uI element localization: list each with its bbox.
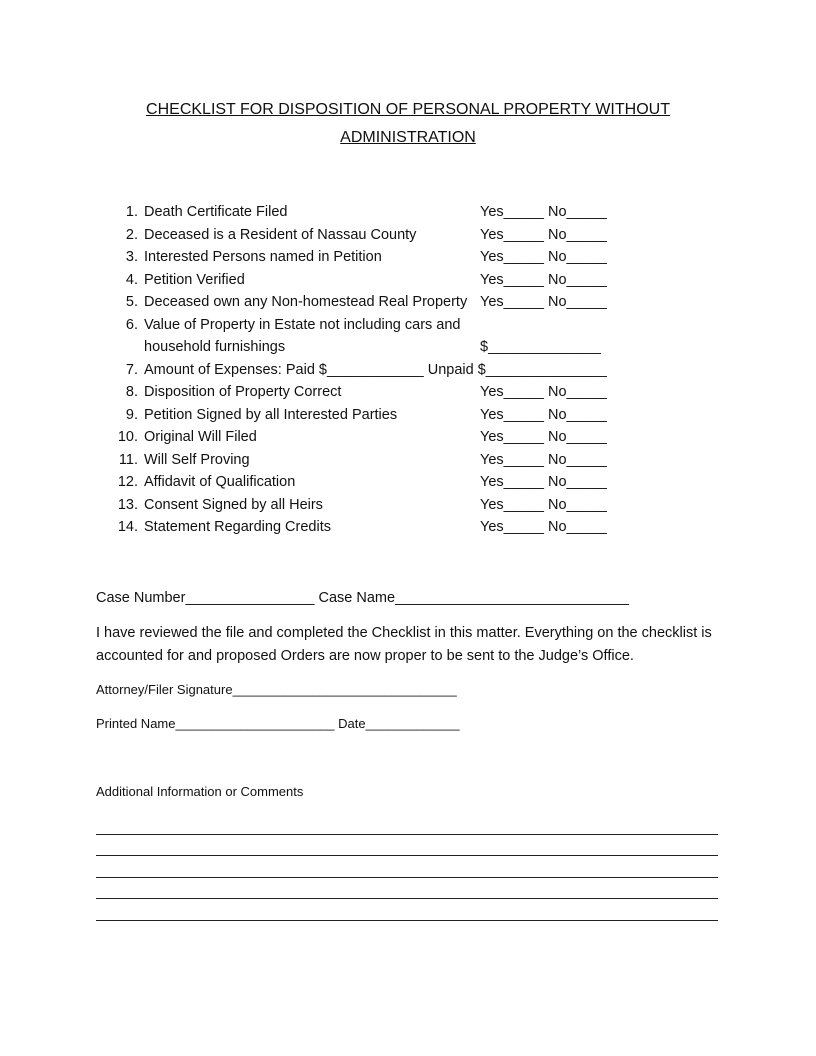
checklist-item	[116, 426, 636, 449]
item-answer-blank[interactable]: Yes_____ No_____	[480, 226, 607, 243]
item-answer-blank[interactable]: Yes_____ No_____	[480, 519, 607, 535]
expenses-blank[interactable]: Amount of Expenses: Paid $____________ Unpaid $_______________	[144, 361, 607, 378]
checklist-item	[116, 269, 636, 292]
item-text: Petition Verified	[144, 271, 245, 288]
item-answer-blank[interactable]: Yes_____ No_____	[480, 474, 607, 490]
item-text: Value of Property in Estate not including cars and	[144, 316, 461, 333]
item-text: Will Self Proving	[144, 451, 250, 468]
printed-name-date-line[interactable]: Printed Name______________________ Date_____________	[96, 716, 460, 731]
item-text: Affidavit of Qualification	[144, 474, 296, 490]
item-text: Deceased is a Resident of Nassau County	[144, 226, 417, 243]
item-text: Original Will Filed	[144, 429, 257, 445]
checklist-item	[116, 359, 636, 382]
checklist-item	[116, 246, 636, 269]
item-number: 7.	[125, 361, 138, 378]
title-line-2: ADMINISTRATION	[340, 129, 476, 146]
item-answer-blank[interactable]: Yes_____ No_____	[480, 406, 607, 423]
comment-line[interactable]	[96, 813, 718, 835]
item-amount-blank[interactable]: $______________	[480, 339, 601, 355]
item-number: 3.	[125, 249, 138, 265]
item-number: 10.	[117, 429, 138, 445]
checklist-item	[116, 449, 636, 472]
attorney-signature-line[interactable]: Attorney/Filer Signature_______________________________	[96, 682, 457, 697]
checklist-item	[116, 201, 636, 224]
checklist-item	[116, 404, 636, 427]
checklist-item	[116, 471, 636, 494]
item-answer-blank[interactable]: Yes_____ No_____	[480, 271, 607, 288]
checklist	[116, 201, 636, 539]
checklist-item	[116, 314, 636, 359]
item-answer-blank[interactable]: Yes_____ No_____	[480, 249, 607, 265]
comments-label: Additional Information or Comments	[96, 784, 304, 799]
comment-line[interactable]	[96, 878, 718, 900]
document-title	[96, 96, 720, 152]
item-number: 1.	[125, 204, 138, 220]
item-text: Consent Signed by all Heirs	[144, 496, 323, 513]
checklist-item	[116, 494, 636, 517]
item-text: Death Certificate Filed	[144, 204, 288, 220]
checklist-item	[116, 516, 636, 539]
item-number: 11.	[118, 451, 138, 468]
item-number: 2.	[125, 226, 138, 243]
checklist-item	[116, 291, 636, 314]
review-statement: I have reviewed the file and completed the Checklist in this matter. Everything on the checklist is accounted for and proposed Orders are now proper to be sent to the Judge’s Office.	[96, 625, 712, 664]
item-answer-blank[interactable]: Yes_____ No_____	[480, 204, 607, 220]
case-number-name-line[interactable]: Case Number________________ Case Name_____________________________	[96, 590, 629, 606]
item-number: 4.	[125, 271, 138, 288]
item-number: 5.	[125, 294, 138, 310]
checklist-item	[116, 381, 636, 404]
item-text: Deceased own any Non-homestead Real Property	[144, 294, 468, 310]
item-answer-blank[interactable]: Yes_____ No_____	[480, 294, 607, 310]
title-line-1: CHECKLIST FOR DISPOSITION OF PERSONAL PROPERTY WITHOUT	[146, 101, 670, 118]
item-answer-blank[interactable]: Yes_____ No_____	[480, 451, 607, 468]
item-text: Statement Regarding Credits	[144, 519, 331, 535]
item-text: Disposition of Property Correct	[144, 384, 342, 400]
item-number: 14.	[117, 519, 138, 535]
item-text-continued: household furnishings	[144, 339, 286, 355]
item-answer-blank[interactable]: Yes_____ No_____	[480, 384, 607, 400]
item-text: Petition Signed by all Interested Parties	[144, 406, 398, 423]
item-number: 9.	[125, 406, 138, 423]
item-number: 13.	[117, 496, 138, 513]
item-number: 8.	[125, 384, 138, 400]
item-answer-blank[interactable]: Yes_____ No_____	[480, 429, 607, 445]
comment-line[interactable]	[96, 856, 718, 878]
item-number: 6.	[125, 316, 138, 333]
item-answer-blank[interactable]: Yes_____ No_____	[480, 496, 607, 513]
item-number: 12.	[117, 474, 138, 490]
checklist-item	[116, 224, 636, 247]
comment-line[interactable]	[96, 835, 718, 857]
item-text: Interested Persons named in Petition	[144, 249, 382, 265]
comment-line[interactable]	[96, 899, 718, 921]
comments-area[interactable]	[96, 813, 718, 921]
